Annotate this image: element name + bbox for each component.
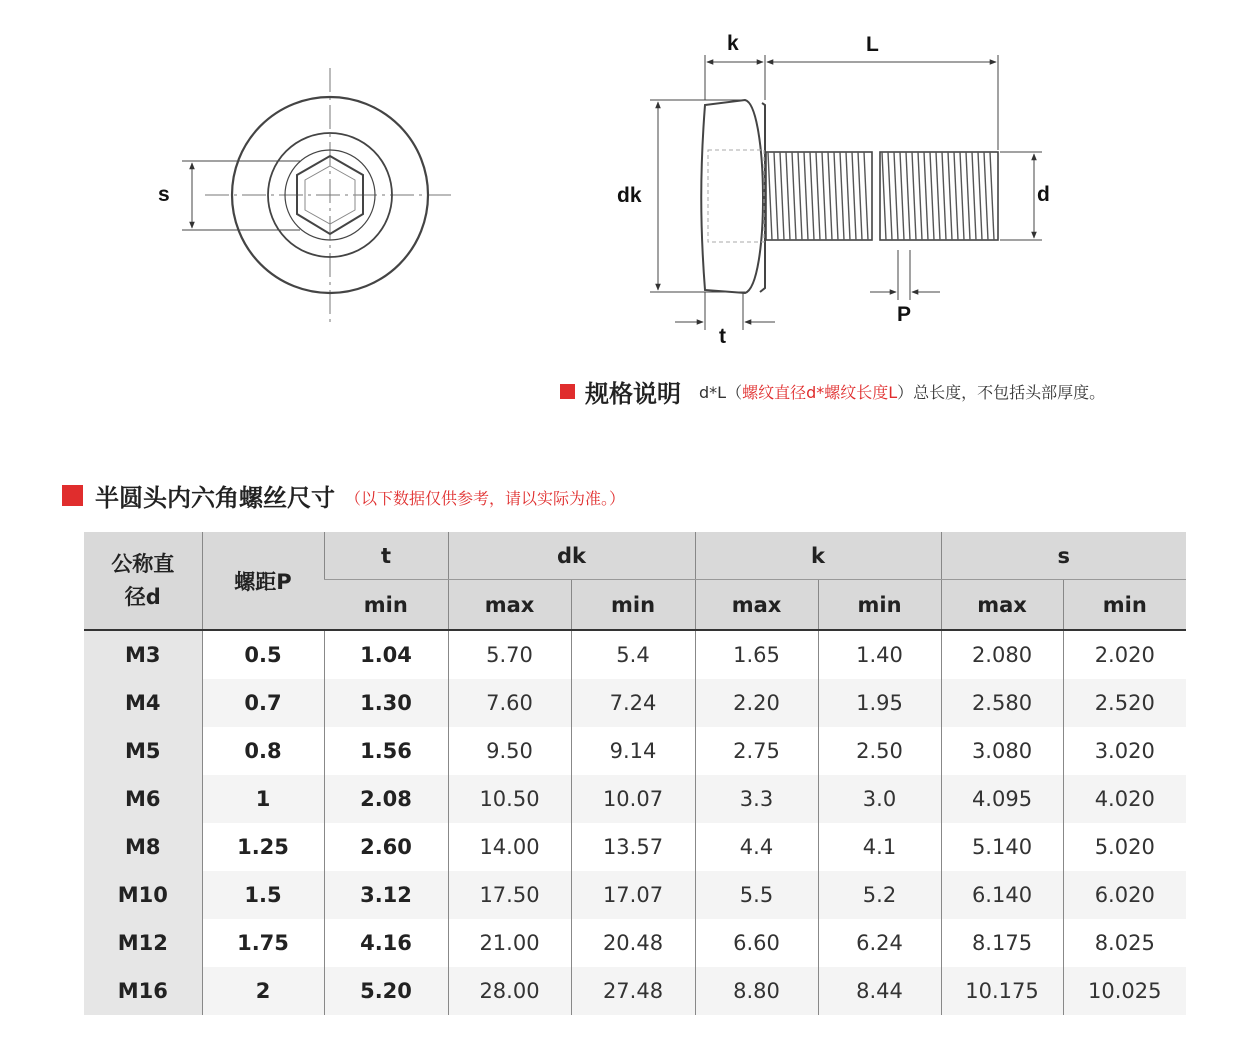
table-row bbox=[84, 775, 1186, 823]
table-cell: 8.44 bbox=[818, 967, 941, 1015]
label-k: k bbox=[727, 32, 739, 55]
header-k-max: max bbox=[695, 580, 818, 631]
table-cell: 4.020 bbox=[1063, 775, 1186, 823]
spec-note-suffix: ）总长度，不包括头部厚度。 bbox=[897, 383, 1106, 402]
section-title: 半圆头内六角螺丝尺寸 bbox=[95, 484, 335, 512]
header-k: k bbox=[695, 532, 941, 580]
table-row bbox=[84, 871, 1186, 919]
label-t: t bbox=[719, 325, 726, 348]
table-cell: 5.2 bbox=[818, 871, 941, 919]
label-L: L bbox=[866, 33, 879, 56]
table-cell: 14.00 bbox=[448, 823, 571, 871]
table-cell: 5.5 bbox=[695, 871, 818, 919]
spec-note-highlight: 螺纹直径d*螺纹长度L bbox=[742, 383, 898, 402]
table-cell: 8.025 bbox=[1063, 919, 1186, 967]
table-cell: 1.95 bbox=[818, 679, 941, 727]
table-cell: M12 bbox=[84, 919, 202, 967]
table-cell: 2.080 bbox=[941, 630, 1063, 679]
table-cell: 17.50 bbox=[448, 871, 571, 919]
header-dk: dk bbox=[448, 532, 695, 580]
table-cell: 4.095 bbox=[941, 775, 1063, 823]
table-cell: 21.00 bbox=[448, 919, 571, 967]
bullet-square bbox=[560, 384, 575, 399]
table-row bbox=[84, 630, 1186, 679]
table-cell: 10.07 bbox=[571, 775, 695, 823]
table-cell: 6.60 bbox=[695, 919, 818, 967]
table-cell: 27.48 bbox=[571, 967, 695, 1015]
header-t: t bbox=[324, 532, 448, 580]
table-cell: 17.07 bbox=[571, 871, 695, 919]
table-row bbox=[84, 823, 1186, 871]
table-cell: 0.7 bbox=[202, 679, 324, 727]
table-cell: 13.57 bbox=[571, 823, 695, 871]
table-cell: 2.50 bbox=[818, 727, 941, 775]
table-cell: 5.4 bbox=[571, 630, 695, 679]
table-cell: 2.020 bbox=[1063, 630, 1186, 679]
spec-note-title: 规格说明 bbox=[585, 380, 681, 408]
table-cell: 9.50 bbox=[448, 727, 571, 775]
table-cell: 1.65 bbox=[695, 630, 818, 679]
table-cell: 1.04 bbox=[324, 630, 448, 679]
table-cell: 1 bbox=[202, 775, 324, 823]
header-dk-max: max bbox=[448, 580, 571, 631]
header-k-min: min bbox=[818, 580, 941, 631]
table-cell: 4.1 bbox=[818, 823, 941, 871]
top-view bbox=[182, 68, 455, 325]
table-cell: 0.8 bbox=[202, 727, 324, 775]
table-cell: M10 bbox=[84, 871, 202, 919]
table-cell: 1.5 bbox=[202, 871, 324, 919]
table-cell: 10.50 bbox=[448, 775, 571, 823]
table-cell: M8 bbox=[84, 823, 202, 871]
header-nominal: 公称直径d bbox=[84, 532, 202, 630]
table-cell: 3.080 bbox=[941, 727, 1063, 775]
label-P: P bbox=[897, 303, 912, 326]
table-cell: 20.48 bbox=[571, 919, 695, 967]
table-cell: 1.40 bbox=[818, 630, 941, 679]
label-dk: dk bbox=[617, 184, 642, 207]
table-cell: M6 bbox=[84, 775, 202, 823]
table-cell: 2.08 bbox=[324, 775, 448, 823]
table-cell: 4.16 bbox=[324, 919, 448, 967]
table-cell: M3 bbox=[84, 630, 202, 679]
table-row bbox=[84, 967, 1186, 1015]
header-pitch: 螺距P bbox=[202, 532, 324, 630]
header-t-min: min bbox=[324, 580, 448, 631]
table-cell: 2.580 bbox=[941, 679, 1063, 727]
side-view bbox=[701, 100, 998, 293]
table-cell: 8.175 bbox=[941, 919, 1063, 967]
dimension-table bbox=[84, 532, 1186, 1015]
table-cell: M16 bbox=[84, 967, 202, 1015]
table-cell: 2.75 bbox=[695, 727, 818, 775]
section-note: （以下数据仅供参考，请以实际为准。） bbox=[345, 489, 626, 508]
table-cell: 1.56 bbox=[324, 727, 448, 775]
label-d: d bbox=[1037, 183, 1050, 206]
header-s-max: max bbox=[941, 580, 1063, 631]
spec-note-prefix: d*L（ bbox=[699, 383, 743, 402]
table-row bbox=[84, 679, 1186, 727]
table-cell: 6.24 bbox=[818, 919, 941, 967]
table-cell: 9.14 bbox=[571, 727, 695, 775]
header-s-min: min bbox=[1063, 580, 1186, 631]
spec-note bbox=[560, 374, 1105, 409]
table-cell: 5.020 bbox=[1063, 823, 1186, 871]
table-row bbox=[84, 919, 1186, 967]
section-heading bbox=[62, 478, 625, 513]
table-cell: 4.4 bbox=[695, 823, 818, 871]
table-cell: 7.60 bbox=[448, 679, 571, 727]
spec-note-text bbox=[699, 380, 1105, 403]
table-cell: 1.25 bbox=[202, 823, 324, 871]
table-cell: 3.3 bbox=[695, 775, 818, 823]
table-cell: 6.140 bbox=[941, 871, 1063, 919]
table-cell: 10.025 bbox=[1063, 967, 1186, 1015]
table-cell: 3.020 bbox=[1063, 727, 1186, 775]
table-cell: 2.60 bbox=[324, 823, 448, 871]
table-cell: 3.12 bbox=[324, 871, 448, 919]
table-row bbox=[84, 727, 1186, 775]
table-cell: 2.20 bbox=[695, 679, 818, 727]
table-cell: 0.5 bbox=[202, 630, 324, 679]
table-cell: 1.30 bbox=[324, 679, 448, 727]
table-cell: 5.20 bbox=[324, 967, 448, 1015]
label-s: s bbox=[158, 183, 170, 206]
header-dk-min: min bbox=[571, 580, 695, 631]
table-cell: 28.00 bbox=[448, 967, 571, 1015]
table-cell: 3.0 bbox=[818, 775, 941, 823]
table-cell: M4 bbox=[84, 679, 202, 727]
table-cell: 7.24 bbox=[571, 679, 695, 727]
table-cell: 5.140 bbox=[941, 823, 1063, 871]
table-body bbox=[84, 630, 1186, 1015]
table-cell: 6.020 bbox=[1063, 871, 1186, 919]
header-s: s bbox=[941, 532, 1186, 580]
table-cell: 2 bbox=[202, 967, 324, 1015]
table-cell: 2.520 bbox=[1063, 679, 1186, 727]
table-cell: 8.80 bbox=[695, 967, 818, 1015]
table-cell: 10.175 bbox=[941, 967, 1063, 1015]
table-cell: 1.75 bbox=[202, 919, 324, 967]
table-cell: 5.70 bbox=[448, 630, 571, 679]
bullet-square bbox=[62, 485, 83, 506]
table-cell: M5 bbox=[84, 727, 202, 775]
